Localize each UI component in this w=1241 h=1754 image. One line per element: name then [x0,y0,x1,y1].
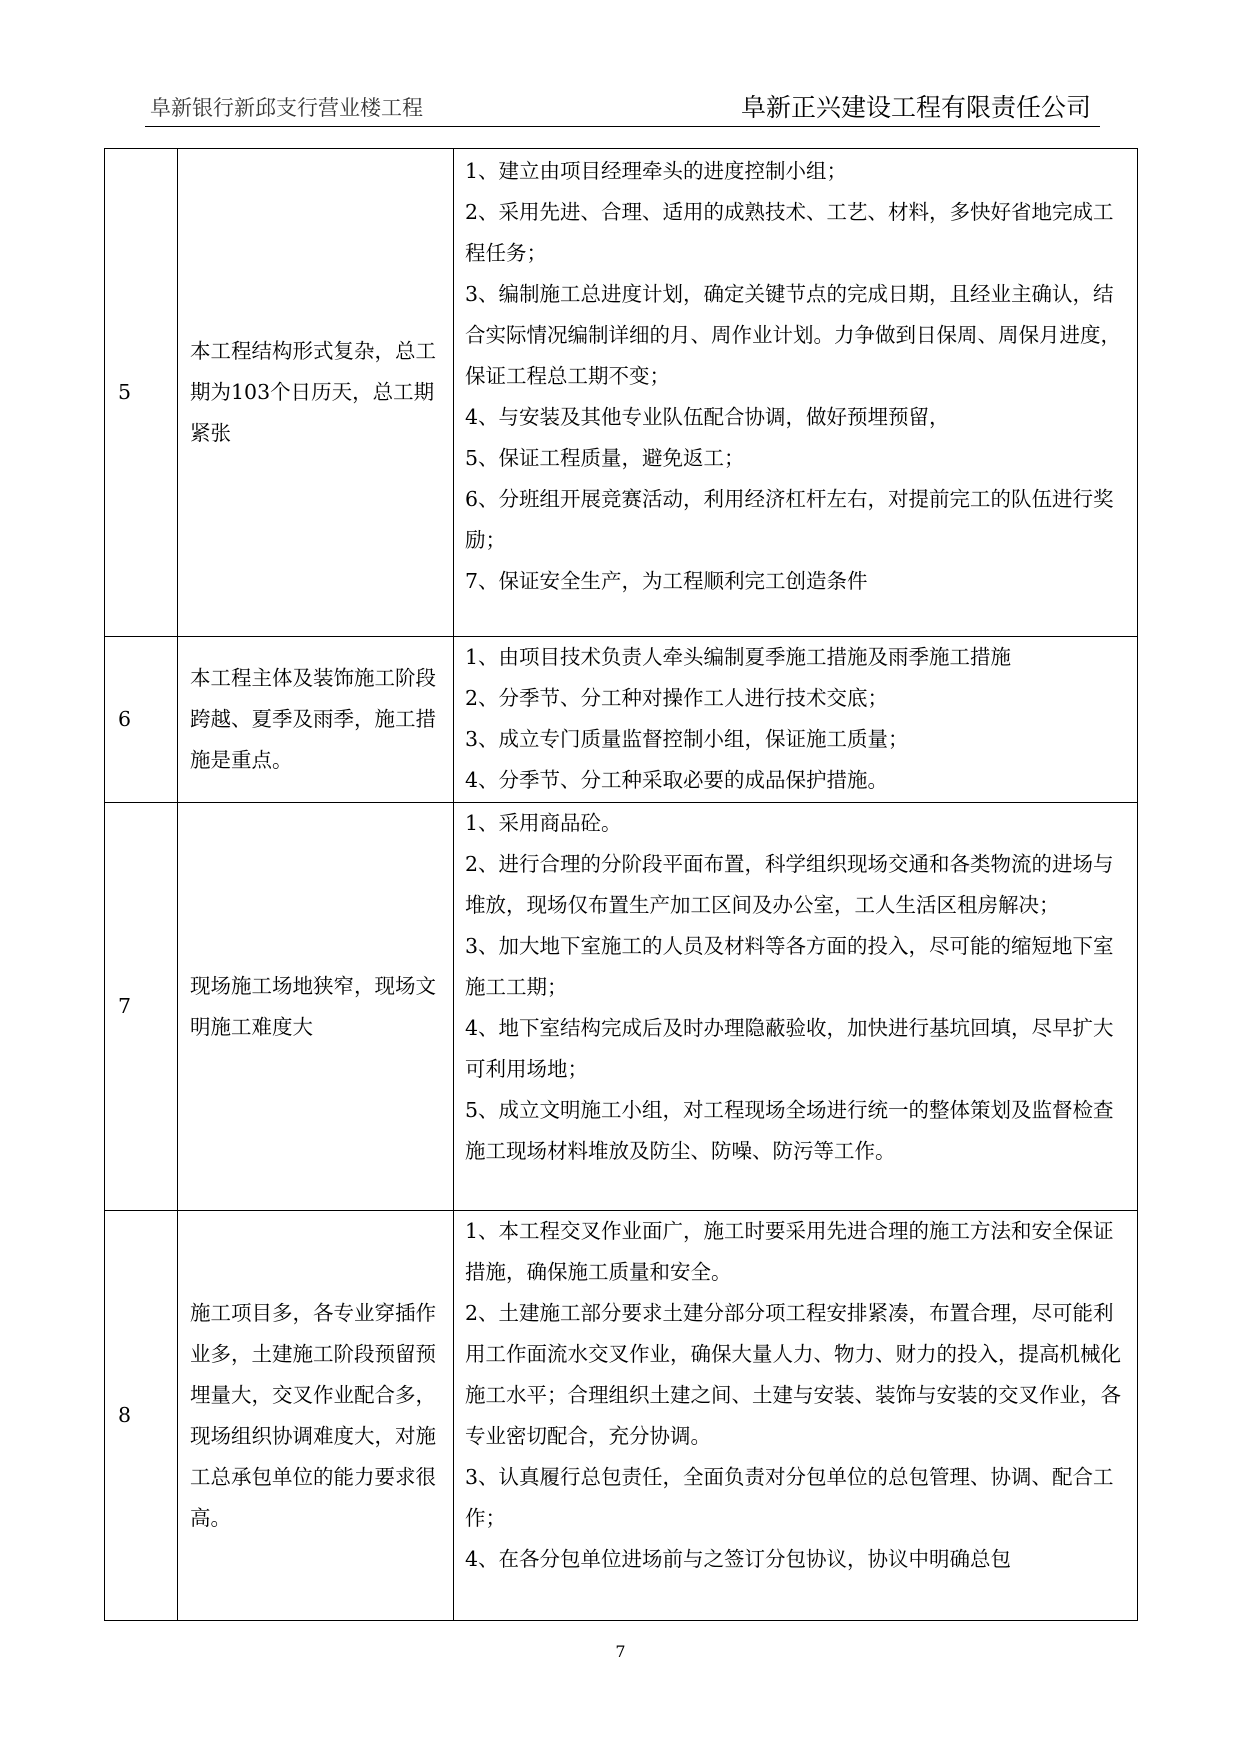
measure-item: 1、由项目技术负责人牵头编制夏季施工措施及雨季施工措施 [465,645,1012,669]
measure-item: 3、加大地下室施工的人员及材料等各方面的投入，尽可能的缩短地下室施工工期； [465,934,1114,999]
row-issue: 现场施工场地狭窄，现场文明施工难度大 [178,803,454,1211]
row-measures [454,1211,1138,1621]
measure-item: 5、成立文明施工小组，对工程现场全场进行统一的整体策划及监督检查施工现场材料堆放及防尘、防噪、防污等工作。 [465,1098,1114,1163]
header-company-name: 阜新正兴建设工程有限责任公司 [740,93,1091,122]
measure-item: 3、认真履行总包责任，全面负责对分包单位的总包管理、协调、配合工作； [465,1465,1114,1530]
row-issue: 施工项目多，各专业穿插作业多，土建施工阶段预留预埋量大，交叉作业配合多，现场组织协调难度大，对施工总承包单位的能力要求很高。 [178,1211,454,1621]
table-row [105,637,1138,803]
header-project-name: 阜新银行新邱支行营业楼工程 [150,96,423,120]
page-number: 7 [615,1642,626,1661]
header-rule [145,126,1100,127]
row-issue: 本工程主体及装饰施工阶段跨越、夏季及雨季，施工措施是重点。 [178,637,454,803]
measure-item: 2、分季节、分工种对操作工人进行技术交底； [465,686,889,710]
measure-item: 4、与安装及其他专业队伍配合协调，做好预埋预留， [465,405,950,429]
row-number: 7 [105,803,178,1211]
measure-item: 1、建立由项目经理牵头的进度控制小组； [465,159,848,183]
measure-item: 1、本工程交叉作业面广，施工时要采用先进合理的施工方法和安全保证措施，确保施工质量和安全。 [465,1219,1114,1284]
measure-item: 4、分季节、分工种采取必要的成品保护措施。 [465,768,889,792]
measure-item: 3、成立专门质量监督控制小组，保证施工质量； [465,727,909,751]
measure-item: 3、编制施工总进度计划，确定关键节点的完成日期，且经业主确认，结合实际情况编制详细的月、周作业计划。力争做到日保周、周保月进度，保证工程总工期不变； [465,282,1121,388]
measure-item: 7、保证安全生产，为工程顺利完工创造条件 [465,569,868,593]
measures-table [104,148,1138,1621]
row-number: 8 [105,1211,178,1621]
measure-item: 6、分班组开展竞赛活动，利用经济杠杆左右，对提前完工的队伍进行奖励； [465,487,1114,552]
measure-item: 5、保证工程质量，避免返工； [465,446,745,470]
row-number: 6 [105,637,178,803]
measure-item: 2、土建施工部分要求土建分部分项工程安排紧凑，布置合理，尽可能利用工作面流水交叉作业，确保大量人力、物力、财力的投入，提高机械化施工水平；合理组织土建之间、土建与安装、装饰与安装的交叉作业，各专业密切配合，充分协调。 [465,1301,1121,1448]
table-row [105,1211,1138,1621]
measure-item: 1、采用商品砼。 [465,811,622,835]
measure-item: 2、进行合理的分阶段平面布置，科学组织现场交通和各类物流的进场与堆放，现场仅布置生产加工区间及办公室，工人生活区租房解决； [465,852,1114,917]
measure-item: 4、在各分包单位进场前与之签订分包协议，协议中明确总包 [465,1547,1012,1571]
measure-item: 4、地下室结构完成后及时办理隐蔽验收，加快进行基坑回填，尽早扩大可利用场地； [465,1016,1114,1081]
row-measures [454,149,1138,637]
row-number: 5 [105,149,178,637]
table-row [105,803,1138,1211]
measure-item: 2、采用先进、合理、适用的成熟技术、工艺、材料，多快好省地完成工程任务； [465,200,1114,265]
row-measures [454,803,1138,1211]
row-measures [454,637,1138,803]
row-issue: 本工程结构形式复杂，总工期为103个日历天，总工期紧张 [178,149,454,637]
table-row [105,149,1138,637]
